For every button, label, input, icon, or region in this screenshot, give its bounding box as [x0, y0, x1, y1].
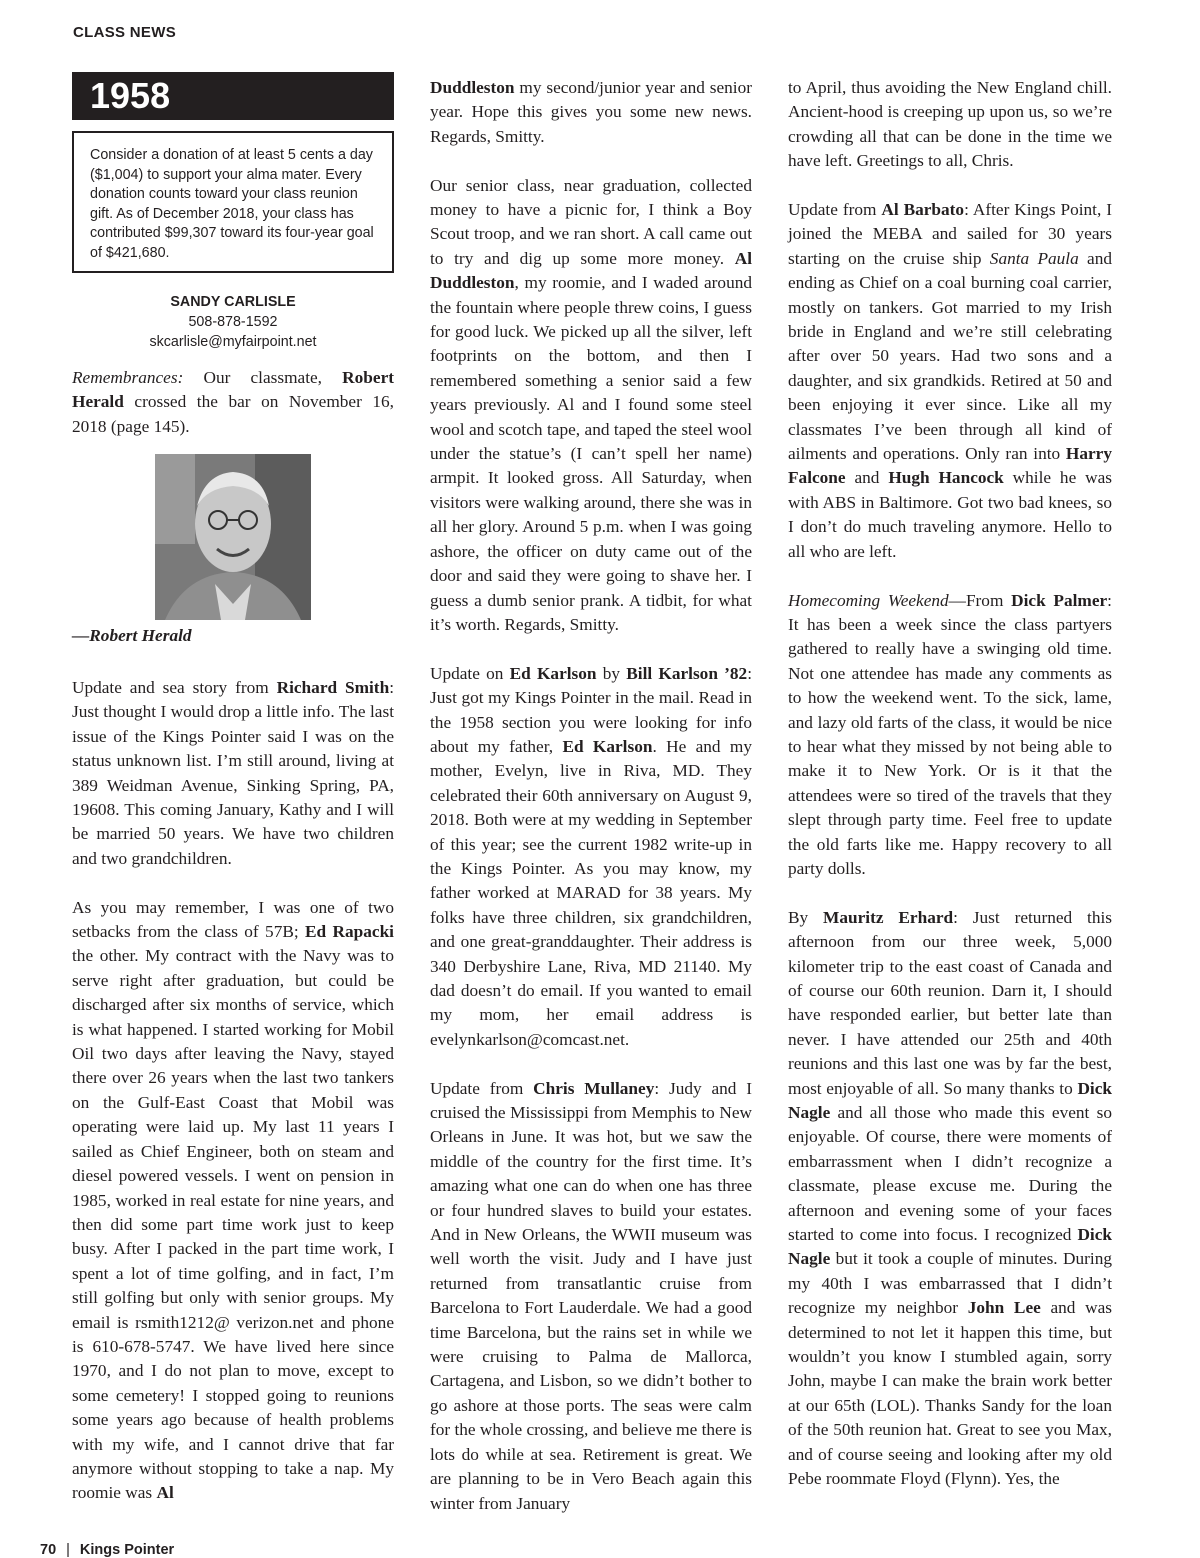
photo-caption: —Robert Herald [72, 626, 192, 645]
column-2-text [430, 76, 752, 1540]
karlson-paragraph: Update on Ed Karlson by Bill Karlson ’82: Just got my Kings Pointer in the mail. Read in the 1958 section you were looking for info about my father, Ed Karlson. He and my mother, Evelyn, live in Riva, MD. They celebrated their 60th anniversary on August 9, 2018. Both were at my wedding in September of this year; see the current 1982 write-up in the Kings Pointer. As you may know, my father worked at MARAD for 38 years. My folks have three children, six grandchildren, and one great-granddaughter. Their address is 340 Derbyshire Lane, Riva, MD 21140. My dad doesn’t do email. If you wanted to email my mom, her email address is evelynkarlson@comcast.net. [430, 663, 752, 1049]
barbato-paragraph: Update from Al Barbato: After Kings Point, I joined the MEBA and sailed for 30 years starting on the cruise ship Santa Paula and ending as Chief on a coal burning coal carrier, mostly on tankers. Got married to my Irish bride in England and we’re still celebrating after over 50 years. Had two sons and a daughter, and six grandkids. Retired at 50 and been enjoying it ever since. Like all my classmates I’ve been through all kind of ailments and operations. Only ran into Harry Falcone and Hugh Hancock while he was with ABS in Baltimore. Got two bad knees, so I don’t do much traveling anymore. Hello to all who are left. [788, 200, 1112, 561]
donation-box: Consider a donation of at least 5 cents a day ($1,004) to support your alma mater. Every donation counts toward your class reunion gift. As of December 2018, your class has contributed $99,307 toward its four-year goal of $421,680. [72, 131, 394, 273]
smith-paragraph-3: Duddleston my second/junior year and senior year. Hope this gives you some new news. Regards, Smitty. [430, 78, 752, 146]
smith-paragraph-4: Our senior class, near graduation, collected money to have a picnic for, I think a Boy Scout troop, and we ran short. A call came out to try and dig up some more money. Al Duddleston, my roomie, and I waded around the fountain where people threw coins, I guess for good luck. We picked up all the silver, left footprints on the bottom, and then I remembered something a senior said a few years previously. Al and I found some steel wool and scotch tape, and taped the steel wool under the statue’s (I can’t spell her name) armpit. It looked gross. All Saturday, when visitors were walking around, there she was in all her glory. Around 5 p.m. when I was going ashore, the officer on duty came out of the door and said they were going to shave her. I guess a dumb senior prank. A tidbit, for what it’s worth. Regards, Smitty. [430, 175, 752, 634]
correspondent-phone: 508-878-1592 [188, 314, 278, 330]
smith-paragraph-1: Update and sea story from Richard Smith: Just thought I would drop a little info. The last issue of the Kings Pointer said I was on the status unknown list. I’m still around, living at 389 Weidman Avenue, Sinking Spring, PA, 19608. This coming January, Kathy and I will be married 50 years. We have two children and two grandchildren. [72, 678, 394, 868]
correspondent-name: SANDY CARLISLE [170, 294, 296, 310]
mullaney-paragraph-continued: to April, thus avoiding the New England chill. Ancient-hood is creeping up upon us, so we’re crowding all that can be done in the time we have left. Greetings to all, Chris. [788, 78, 1112, 171]
correspondent-email[interactable]: skcarlisle@myfairpoint.net [149, 334, 317, 350]
footer-separator: | [66, 1542, 70, 1558]
remembrance-paragraph: Remembrances: Our classmate, Robert Herald crossed the bar on November 16, 2018 (page 145). [72, 368, 394, 436]
magazine-title: Kings Pointer [79, 1542, 175, 1558]
class-year-heading: 1958 [72, 72, 394, 120]
class-correspondent [72, 292, 394, 352]
section-label: CLASS NEWS [73, 24, 177, 41]
page-number: 70 [40, 1542, 57, 1558]
page-footer [40, 1542, 174, 1558]
mullaney-paragraph: Update from Chris Mullaney: Judy and I cruised the Mississippi from Memphis to New Orleans in June. It was hot, but we saw the middle of the country for the first time. It’s amazing what one can do when one has three or four hundred slaves to build your estates. And in New Orleans, the WWII museum was well worth the visit. Judy and I have just returned from transatlantic cruise from Barcelona to Fort Lauderdale. We had a good time Barcelona, but the rains set in while we were cruising to Palma de Mallorca, Cartagena, and Lisbon, so we didn’t bother to go ashore at those ports. The seas were calm for the whole crossing, and believe me there is lots do while at sea. Retirement is great. We are planning to be in Vero Beach again this winter from January [430, 1078, 752, 1513]
column-3-text [788, 76, 1112, 1516]
robert-herald-photo [155, 454, 311, 620]
erhard-paragraph: By Mauritz Erhard: Just returned this afternoon from our three week, 5,000 kilometer trip to the east coast of Canada and of course our 60th reunion. Darn it, I should have responded earlier, but better late than never. I have attended our 25th and 40th reunions and this last one was by far the best, most enjoyable of all. So many thanks to Dick Nagle and all those who made this event so enjoyable. Of course, there were moments of embarrassment when I didn’t recognize a classmate, please excuse me. During the afternoon and evening some of your faces started to come into focus. I recognized Dick Nagle but it took a couple of minutes. During my 40th I was embarrassed that I didn’t recognize my neighbor John Lee and was determined to not let it happen this time, but wouldn’t you know I stumbled again, sorry John, maybe I can make the brain work better at our 65th (LOL). Thanks Sandy for the loan of the 50th reunion hat. Great to see you Max, and of course seeing and looking after my old Pebe roommate Floyd (Flynn). Yes, the [788, 907, 1112, 1489]
smith-paragraph-2: As you may remember, I was one of two setbacks from the class of 57B; Ed Rapacki the other. My contract with the Navy was to serve right after graduation, but could be discharged after six months of service, which is what happened. I started working for Mobil Oil two days after leaving the Navy, stayed there over 26 years when the last two tankers on the Gulf-East Coast that Mobil was operating were laid up. My last 11 years I sailed as Chief Engineer, both on steam and diesel powered vessels. I went on pension in 1985, worked in real estate for nine years, and then did some part time work just to keep busy. After I packed in the part time work, I spent a lot of time golfing, and in fact, I’m still golfing but only with senior groups. My email is rsmith1212@ verizon.net and phone is 610-678-5747. We have lived here since 1970, and I do not plan to move, except to some cemetery! I stopped going to reunions some years ago because of health problems with my wife, and I cannot drive that far anymore without stopping to take a nap. My roomie was Al [72, 897, 394, 1503]
palmer-paragraph: Homecoming Weekend—From Dick Palmer: It has been a week since the class partyers gathered to really have a swinging old time. Not one attendee has made any comments as to how the weekend went. To the sick, lame, and lazy old farts of the class, it would be nice to hear what they missed by not being able to make it to New York. Or is it that the attendees were so tired of the travels that they slept through party time. Feel free to update the old farts like me. Happy recovery to all party dolls. [788, 590, 1112, 878]
column-1-text [72, 676, 394, 1530]
